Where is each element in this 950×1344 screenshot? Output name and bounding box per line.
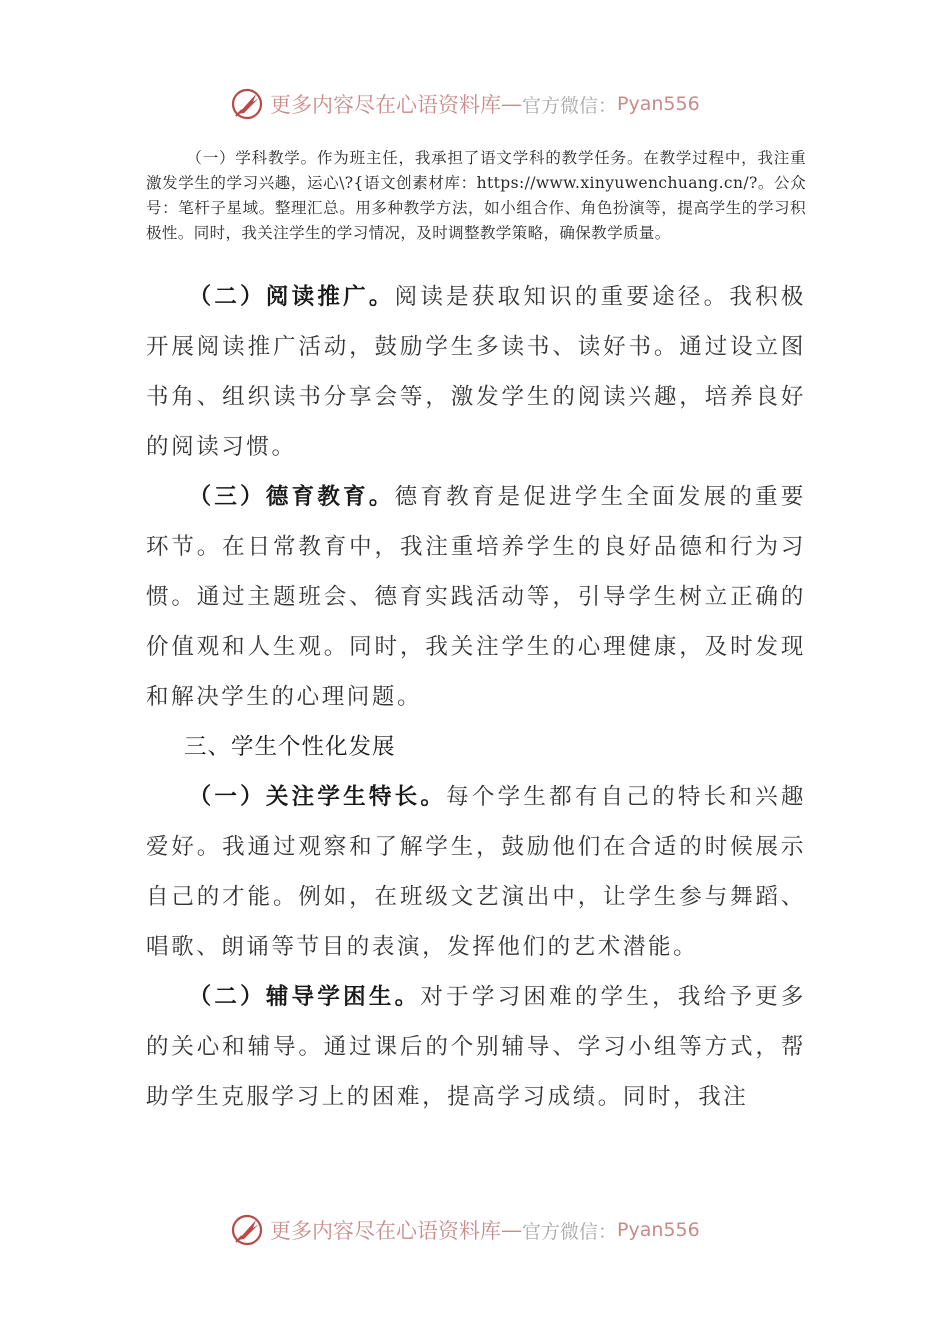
quill-pen-logo-icon (230, 1213, 264, 1247)
quill-pen-logo-icon (230, 87, 264, 121)
paragraph-lead: （二）辅导学困生。 (188, 984, 421, 1010)
small-paragraph-text: （一）学科教学。作为班主任，我承担了语文学科的教学任务。在教学过程中，我注重激发学生的学习兴趣，运心\?{语文创素材库：https://www.xinyuwenchuang.cn/?。公众号：笔杆子星域。整理汇总。用多种教学方法，如小组合作、角色扮演等，提高学生的学习积极性。同时，我关注学生的学习情况，及时调整教学策略，确保教学质量。 (146, 149, 806, 242)
paragraph-moral-education (146, 472, 806, 722)
banner-label: 官方微信： (522, 1220, 618, 1243)
paragraph-reading-promotion (146, 272, 806, 472)
banner-separator: — (501, 92, 522, 116)
banner-wechat-id: Pyan556 (617, 93, 700, 115)
paragraph-lead: （一）关注学生特长。 (188, 784, 447, 810)
paragraph-body: 德育教育是促进学生全面发展的重要环节。在日常教育中，我注重培养学生的良好品德和行为习惯。通过主题班会、德育实践活动等，引导学生树立正确的价值观和人生观。同时，我关注学生的心理健康，及时发现和解决学生的心理问题。 (146, 484, 806, 710)
section-heading: 三、学生个性化发展 (184, 734, 396, 760)
header-banner[interactable] (230, 84, 700, 124)
banner-separator: — (501, 1218, 522, 1242)
banner-main-text: 更多内容尽在心语资料库 (270, 93, 501, 117)
banner-label: 官方微信： (522, 94, 618, 117)
banner-main-text: 更多内容尽在心语资料库 (270, 1219, 501, 1243)
paragraph-body: 阅读是获取知识的重要途径。我积极开展阅读推广活动，鼓励学生多读书、读好书。通过设立图书角、组织读书分享会等，激发学生的阅读兴趣，培养良好的阅读习惯。 (146, 284, 806, 460)
paragraph-lead: （二）阅读推广。 (188, 284, 395, 310)
paragraph-body: 每个学生都有自己的特长和兴趣爱好。我通过观察和了解学生，鼓励他们在合适的时候展示自己的才能。例如，在班级文艺演出中，让学生参与舞蹈、唱歌、朗诵等节目的表演，发挥他们的艺术潜能。 (146, 784, 806, 960)
paragraph-student-talents (146, 772, 806, 972)
small-paragraph (146, 146, 806, 246)
paragraph-struggling-students (146, 972, 806, 1122)
paragraph-lead: （三）德育教育。 (188, 484, 395, 510)
footer-banner[interactable] (230, 1210, 700, 1250)
banner-wechat-id: Pyan556 (617, 1219, 700, 1241)
paragraph-body: 对于学习困难的学生，我给予更多的关心和辅导。通过课后的个别辅导、学习小组等方式，帮助学生克服学习上的困难，提高学习成绩。同时，我注 (146, 984, 806, 1110)
